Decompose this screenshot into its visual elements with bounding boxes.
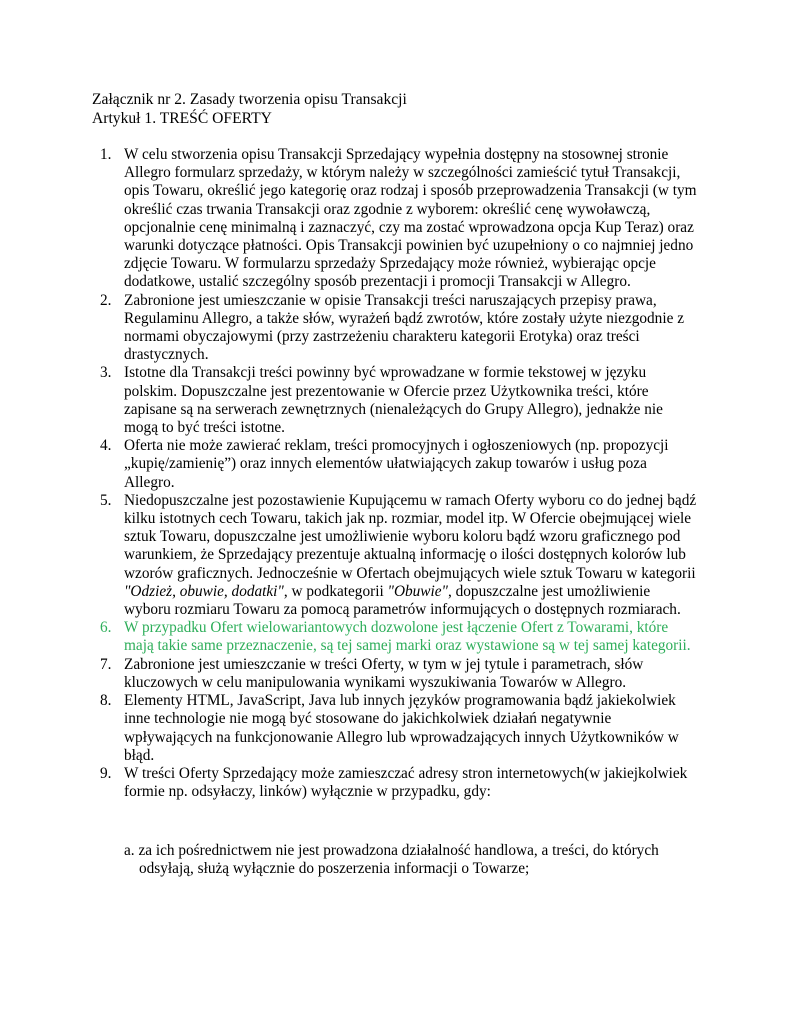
list-item-number: 8.	[100, 692, 112, 710]
list-item	[0, 656, 700, 692]
rules-list	[0, 146, 791, 801]
list-item-number: 9.	[100, 764, 112, 782]
list-item-text: W treści Oferty Sprzedający może zamieszczać adresy stron internetowych(w jakiejkolwiek formie np. odsyłaczy, linków) wyłącznie w przypadku, gdy:	[124, 764, 688, 801]
list-item-text: W przypadku Ofert wielowariantowych dozwolone jest łączenie Ofert z Towarami, które mają takie same przeznaczenie, są tej samej marki oraz wystawione są w tej samej kategorii.	[124, 619, 691, 655]
list-item-text-part: , dopuszczalne jest umożliwienie wyboru rozmiaru Towaru za pomocą parametrów informujących o dostępnych rozmiarach.	[124, 582, 681, 619]
list-item-highlighted	[0, 619, 700, 655]
list-item-text-part: Niedopuszczalne jest pozostawienie Kupującemu w ramach Oferty wyboru co do jednej bądź kilku istotnych cech Towaru, takich jak np. rozmiar, model itp. W Ofercie obejmującej wiele sztuk Towaru, dopuszczalne jest umożliwienie wyboru koloru bądź wzoru graficznego pod warunkiem, że Sprzedający prezentuje aktualną informację o ilości dostępnych kolorów lub wzorów graficznych. Jednocześnie w Ofertach obejmujących wiele sztuk Towaru w kategorii	[124, 491, 697, 582]
list-item	[0, 492, 700, 619]
list-item-number: 5.	[100, 491, 112, 509]
list-item-text: Zabronione jest umieszczanie w opisie Transakcji treści naruszających przepisy prawa, Regulaminu Allegro, a także słów, wyrażeń bądź zwrotów, które zostały użyte niezgodnie z normami obyczajowymi (przy zastrzeżeniu charakteru kategorii Erotyka) oraz treści drastycznych.	[124, 291, 684, 364]
article-heading: Artykuł 1. TREŚĆ OFERTY	[92, 109, 272, 127]
list-item	[0, 692, 700, 765]
list-item-number: 2.	[100, 291, 112, 309]
list-item-text-part: , w podkategorii	[283, 582, 388, 600]
list-item-text: Istotne dla Transakcji treści powinny być wprowadzane w formie tekstowej w języku polskim. Dopuszczalne jest prezentowanie w Ofercie przez Użytkownika treści, które zapisane są na serwerach zewnętrznych (nienależących do Grupy Allegro), jednakże nie mogą to być treści istotne.	[124, 364, 663, 437]
list-item	[0, 146, 700, 292]
list-item	[0, 437, 700, 492]
list-item-text: Oferta nie może zawierać reklam, treści promocyjnych i ogłoszeniowych (np. propozycji „kupię/zamienię”) oraz innych elementów ułatwiających zakup towarów i usług poza Allegro.	[124, 437, 669, 491]
list-item-number: 3.	[100, 364, 112, 382]
list-item	[0, 364, 700, 437]
document-title: Załącznik nr 2. Zasady tworzenia opisu Transakcji	[92, 91, 407, 108]
list-item	[0, 765, 700, 801]
list-item-number: 6.	[100, 619, 112, 637]
category-name-emphasis: "Odzież, obuwie, dodatki"	[124, 582, 284, 600]
list-item	[0, 292, 700, 365]
list-item-text: Zabronione jest umieszczanie w treści Oferty, w tym w jej tytule i parametrach, słów kluczowych w celu manipulowania wynikami wyszukiwania Towarów w Allegro.	[124, 655, 644, 691]
list-item-number: 4.	[100, 437, 112, 455]
sub-item-a: a. za ich pośrednictwem nie jest prowadzona działalność handlowa, a treści, do których odsyłają, służą wyłącznie do poszerzenia informacji o Towarze;	[124, 842, 659, 878]
list-item-text: W celu stworzenia opisu Transakcji Sprzedający wypełnia dostępny na stosownej stronie Allegro formularz sprzedaży, w którym należy w szczególności zamieścić tytuł Transakcji, opis Towaru, określić jego kategorię oraz rodzaj i sposób przeprowadzenia Transakcji (w tym określić czas trwania Transakcji oraz zgodnie z wyborem: określić cenę wywoławczą, opcjonalnie cenę minimalną i zaznaczyć, czy ma zostać wprowadzona opcja Kup Teraz) oraz warunki dotyczące płatności. Opis Transakcji powinien być uzupełniony o co najmniej jedno zdjęcie Towaru. W formularzu sprzedaży Sprzedający może również, wybierając opcje dodatkowe, ustalić szczególny sposób prezentacji i promocji Transakcji w Allegro.	[124, 146, 697, 291]
list-item-text: Elementy HTML, JavaScript, Java lub innych języków programowania bądź jakiekolwiek inne technologie nie mogą być stosowane do jakichkolwiek działań negatywnie wpływających na funkcjonowanie Allegro lub wprowadzających innych Użytkowników w błąd.	[124, 692, 679, 764]
subcategory-name-emphasis: "Obuwie"	[387, 582, 448, 600]
list-item-number: 7.	[100, 655, 112, 673]
list-item-text	[124, 492, 700, 619]
list-item-number: 1.	[100, 146, 112, 163]
